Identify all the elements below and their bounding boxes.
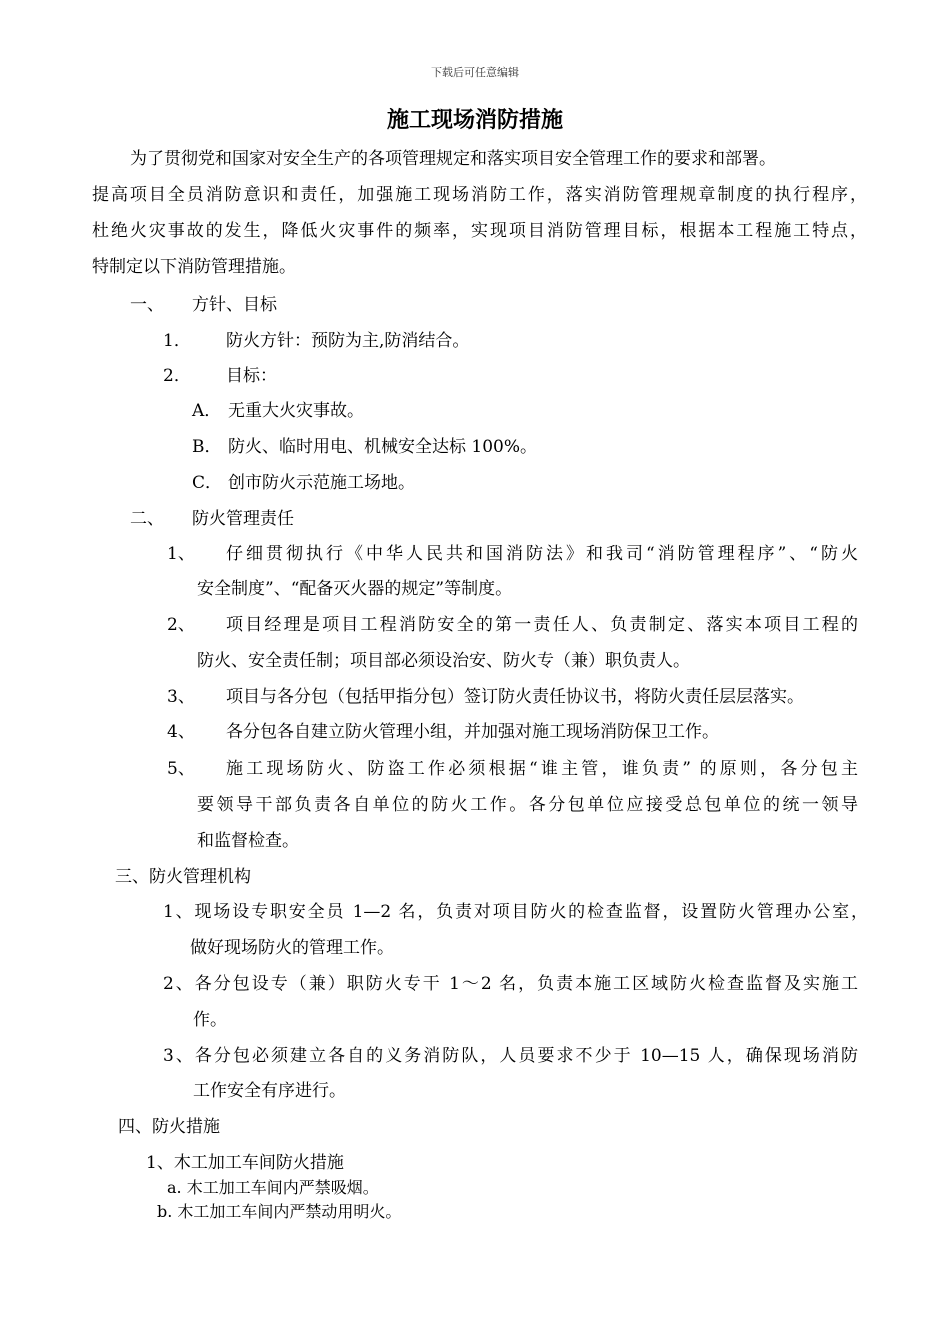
- intro-line-1: 为了贯彻党和国家对安全生产的各项管理规定和落实项目安全管理工作的要求和部署。: [130, 149, 776, 169]
- sec4-sub-1: 1、木工加工车间防火措施: [146, 1153, 344, 1173]
- goal-a-text: 无重大火灾事故。: [228, 401, 364, 421]
- goal-c-number: C．: [192, 473, 223, 493]
- sec3-item-3-line-2: 工作安全有序进行。: [193, 1081, 346, 1101]
- sec2-item-3-line-1: 项目与各分包（包括甲指分包）签订防火责任协议书，将防火责任层层落实。: [226, 687, 804, 707]
- intro-line-3: 杜绝火灾事故的发生，降低火灾事件的频率，实现项目消防管理目标，根据本工程施工特点，: [92, 221, 867, 241]
- section-2-heading: 防火管理责任: [192, 509, 294, 529]
- sec2-item-5-line-1: 施工现场防火、防盗工作必须根据“谁主管，谁负责” 的原则，各分包主: [226, 759, 858, 779]
- sec2-item-4-line-1: 各分包各自建立防火管理小组，并加强对施工现场消防保卫工作。: [226, 722, 719, 742]
- sec2-item-5-line-2: 要领导干部负责各自单位的防火工作。各分包单位应接受总包单位的统一领导: [197, 795, 858, 815]
- sec3-item-3-line-1: 3、各分包必须建立各自的义务消防队，人员要求不少于 10—15 人，确保现场消防: [163, 1046, 858, 1066]
- sec2-item-4-number: 4、: [167, 722, 195, 742]
- intro-line-4: 特制定以下消防管理措施。: [92, 257, 296, 277]
- sec1-item-2-number: 2．: [163, 366, 191, 386]
- sec3-item-2-line-1: 2、各分包设专（兼）职防火专干 1～2 名，负责本施工区域防火检查监督及实施工: [163, 974, 858, 994]
- sec2-item-5-line-3: 和监督检查。: [197, 831, 299, 851]
- section-3-heading: 三、防火管理机构: [115, 867, 251, 887]
- sec4-item-b: b. 木工加工车间内严禁动用明火。: [157, 1202, 402, 1221]
- sec3-item-1-line-1: 1、现场设专职安全员 1—2 名，负责对项目防火的检查监督，设置防火管理办公室，: [163, 902, 868, 922]
- sec3-item-2-line-2: 作。: [193, 1010, 227, 1030]
- sec2-item-3-number: 3、: [167, 687, 195, 707]
- sec3-item-1-line-2: 做好现场防火的管理工作。: [190, 938, 394, 958]
- section-2-number: 二、: [130, 509, 164, 529]
- sec1-item-1-text: 防火方针：预防为主,防消结合。: [226, 331, 470, 351]
- section-4-heading: 四、防火措施: [118, 1117, 220, 1137]
- sec2-item-5-number: 5、: [167, 759, 195, 779]
- sec2-item-1-line-1: 仔细贯彻执行《中华人民共和国消防法》和我司“消防管理程序”、“防火: [226, 544, 858, 564]
- sec1-item-1-number: 1．: [163, 331, 191, 351]
- sec2-item-2-number: 2、: [167, 615, 195, 635]
- page-title: 施工现场消防措施: [386, 108, 563, 133]
- goal-b-number: B．: [192, 437, 222, 457]
- goal-c-text: 创市防火示范施工场地。: [228, 473, 415, 493]
- header-note: 下载后可任意编辑: [431, 66, 519, 79]
- sec2-item-1-line-2: 安全制度”、“配备灭火器的规定”等制度。: [197, 579, 513, 599]
- goal-a-number: A．: [192, 401, 222, 421]
- goal-b-text: 防火、临时用电、机械安全达标 100%。: [228, 437, 538, 457]
- sec2-item-1-number: 1、: [167, 544, 195, 564]
- section-1-heading: 方针、目标: [192, 295, 277, 315]
- intro-line-2: 提高项目全员消防意识和责任，加强施工现场消防工作，落实消防管理规章制度的执行程序，: [92, 185, 867, 205]
- sec1-item-2-text: 目标：: [226, 366, 277, 386]
- sec2-item-2-line-2: 防火、安全责任制；项目部必须设治安、防火专（兼）职负责人。: [197, 651, 690, 671]
- section-1-number: 一、: [130, 295, 164, 315]
- sec2-item-2-line-1: 项目经理是项目工程消防安全的第一责任人、负责制定、落实本项目工程的: [226, 615, 858, 635]
- sec4-item-a: a. 木工加工车间内严禁吸烟。: [167, 1178, 379, 1197]
